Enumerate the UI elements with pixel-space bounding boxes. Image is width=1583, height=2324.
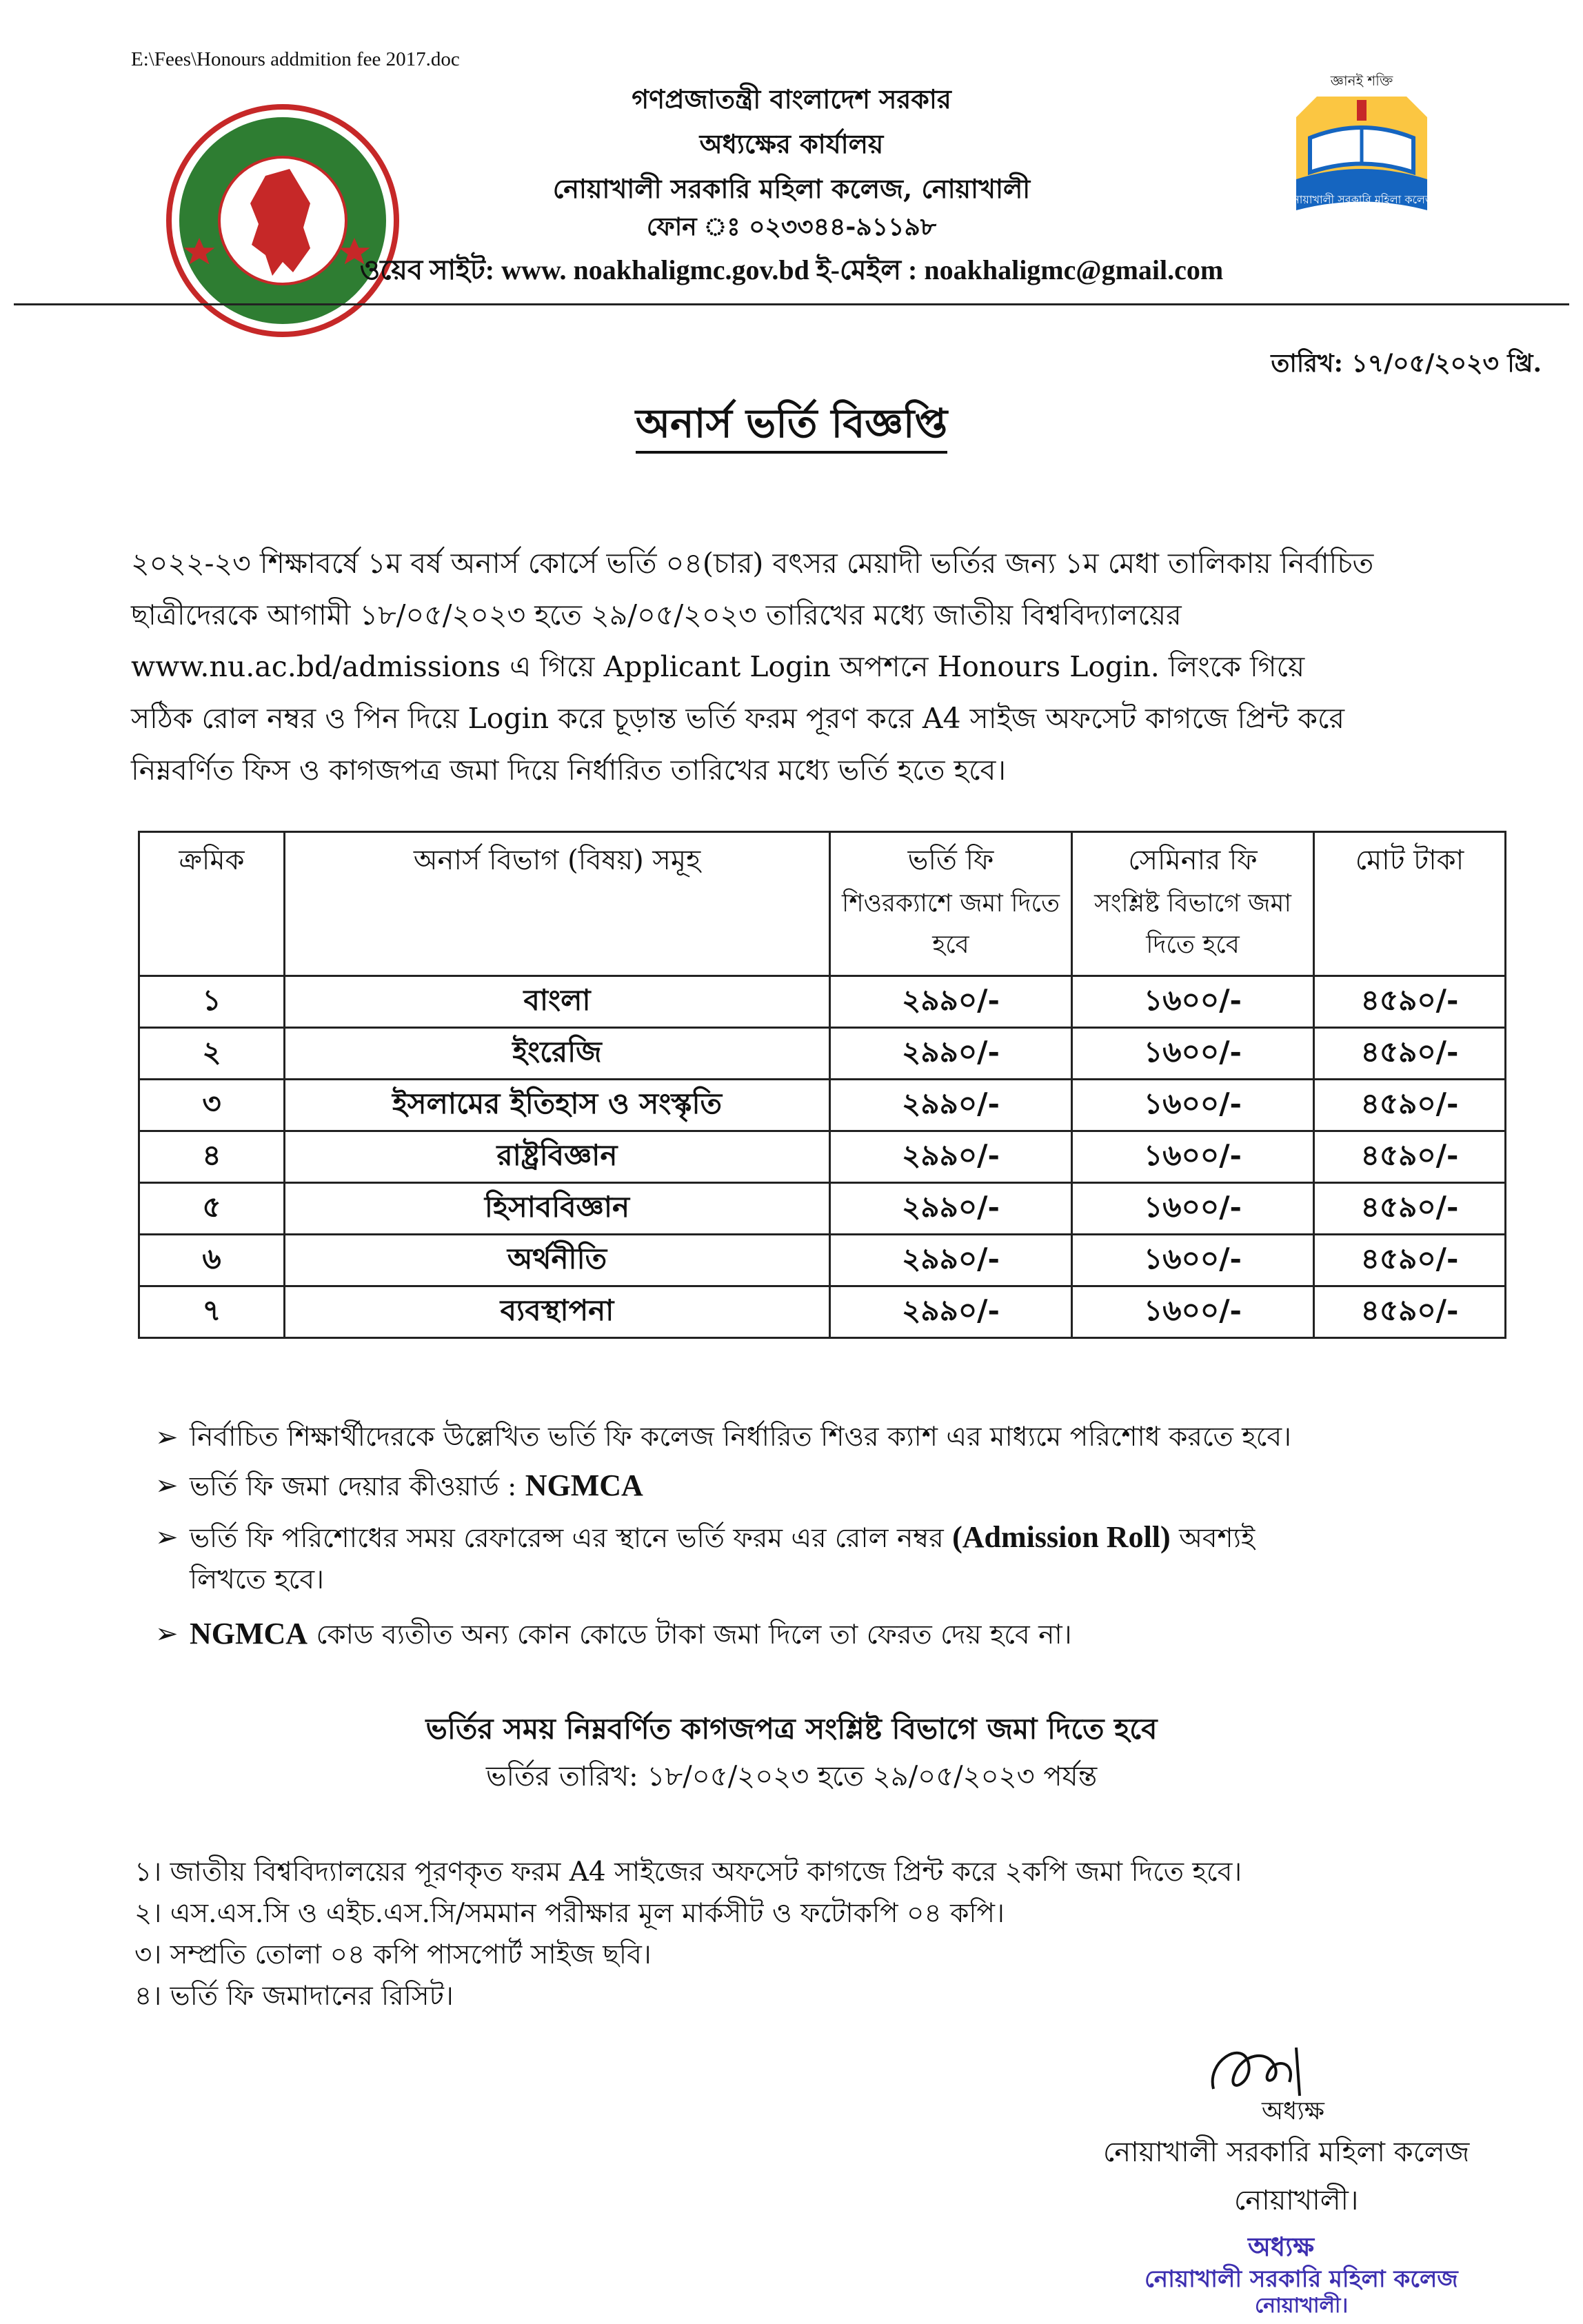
cell-total: ৪৫৯০/- — [1314, 1183, 1506, 1235]
header-office: অধ্যক্ষের কার্যালয় — [699, 128, 884, 159]
cell-seminar-fee: ১৬০০/- — [1072, 1286, 1314, 1338]
header-seminar-fee-label: সেমিনার ফি — [1128, 845, 1258, 876]
document-item: ৪। ভর্তি ফি জমাদানের রিসিট। — [134, 1981, 454, 2012]
notice-paragraph — [131, 538, 1509, 796]
paragraph-line: নিম্নবর্ণিত ফিস ও কাগজপত্র জমা দিয়ে নির্ধারিত তারিখের মধ্যে ভর্তি হতে হবে। — [131, 754, 1007, 787]
cell-department: রাষ্ট্রবিজ্ঞান — [285, 1131, 830, 1183]
table-row — [139, 1131, 1506, 1183]
arrow-bullet-icon: ➢ — [155, 1422, 179, 1453]
principal-place: নোয়াখালী। — [1234, 2185, 1359, 2216]
cell-seminar-fee: ১৬০০/- — [1072, 1183, 1314, 1235]
bullet-text: ভর্তি ফি পরিশোধের সময় রেফারেন্স এর স্থানে ভর্তি ফরম এর রোল নম্বর — [190, 1523, 953, 1554]
table-row — [139, 976, 1506, 1028]
cell-admission-fee: ২৯৯০/- — [830, 1183, 1072, 1235]
header-seminar-fee — [1072, 832, 1314, 976]
header-department: অনার্স বিভাগ (বিষয়) সমূহ — [285, 832, 830, 976]
table-header-row — [139, 832, 1506, 976]
header-phone: ফোন ঃ ০২৩৩৪৪-৯১১৯৮ — [646, 212, 937, 241]
paragraph-line: ২০২২-২৩ শিক্ষাবর্ষে ১ম বর্ষ অনার্স কোর্সে ভর্তি ০৪(চার) বৎসর মেয়াদী ভর্তির জন্য ১ম মেধা তালিকায় নির্বাচিত — [131, 547, 1374, 580]
header-government: গণপ্রজাতন্ত্রী বাংলাদেশ সরকার — [632, 83, 951, 114]
cell-department: বাংলা — [285, 976, 830, 1028]
cell-serial: ৩ — [139, 1080, 285, 1131]
bullet-item — [155, 1613, 1520, 1656]
document-item: ২। এস.এস.সি ও এইচ.এস.সি/সমমান পরীক্ষার মূল মার্কসীট ও ফটোকপি ০৪ কপি। — [134, 1898, 1005, 1929]
notice-title-text: অনার্স ভর্তি বিজ্ঞপ্তি — [636, 400, 947, 454]
bullet-item — [155, 1465, 1520, 1508]
cell-department: অর্থনীতি — [285, 1235, 830, 1286]
cell-serial: ১ — [139, 976, 285, 1028]
header-seminar-fee-note: সংশ্লিষ্ট বিভাগে জমা দিতে হবে — [1094, 889, 1291, 959]
admission-period: ভর্তির তারিখ: ১৮/০৫/২০২৩ হতে ২৯/০৫/২০২৩ পর্যন্ত — [485, 1761, 1098, 1792]
cell-total: ৪৫৯০/- — [1314, 1286, 1506, 1338]
documents-heading: ভর্তির সময় নিম্নবর্ণিত কাগজপত্র সংশ্লিষ্ট বিভাগে জমা দিতে হবে — [425, 1712, 1158, 1746]
header-contact: ওয়েব সাইট: www. noakhaligmc.gov.bd ই-মেইল : noakhaligmc@gmail.com — [359, 254, 1224, 285]
table-row — [139, 1028, 1506, 1080]
cell-total: ৪৫৯০/- — [1314, 976, 1506, 1028]
header-divider — [14, 303, 1569, 305]
paragraph-line: সঠিক রোল নম্বর ও পিন দিয়ে Login করে চূড়ান্ত ভর্তি ফরম পূরণ করে A4 সাইজ অফসেট কাগজে প্রিন্ট করে — [131, 702, 1344, 735]
cell-seminar-fee: ১৬০০/- — [1072, 1028, 1314, 1080]
cell-seminar-fee: ১৬০০/- — [1072, 1080, 1314, 1131]
table-row — [139, 1235, 1506, 1286]
document-item: ১। জাতীয় বিশ্ববিদ্যালয়ের পূরণকৃত ফরম A4 সাইজের অফসেট কাগজে প্রিন্ট করে ২কপি জমা দিতে হবে। — [134, 1857, 1242, 1888]
college-motto: জ্ঞানই শক্তি — [1330, 72, 1393, 89]
cell-department: ইংরেজি — [285, 1028, 830, 1080]
principal-college: নোয়াখালী সরকারি মহিলা কলেজ — [1103, 2136, 1470, 2168]
notice-title — [0, 393, 1583, 460]
table-row — [139, 1286, 1506, 1338]
cell-department: হিসাববিজ্ঞান — [285, 1183, 830, 1235]
stamp-place: নোয়াখালী। — [1255, 2294, 1349, 2318]
cell-admission-fee: ২৯৯০/- — [830, 1080, 1072, 1131]
stamp-title: অধ্যক্ষ — [1248, 2231, 1315, 2262]
arrow-bullet-icon: ➢ — [155, 1618, 179, 1650]
notice-date: তারিখ: ১৭/০৫/২০২৩ খ্রি. — [1271, 349, 1542, 378]
cell-admission-fee: ২৯৯০/- — [830, 1028, 1072, 1080]
table-row — [139, 1080, 1506, 1131]
bullet-text: লিখতে হবে। — [190, 1564, 324, 1595]
cell-department: ব্যবস্থাপনা — [285, 1286, 830, 1338]
bullet-item — [155, 1517, 1520, 1601]
arrow-bullet-icon: ➢ — [155, 1470, 179, 1502]
cell-admission-fee: ২৯৯০/- — [830, 1235, 1072, 1286]
cell-seminar-fee: ১৬০০/- — [1072, 1235, 1314, 1286]
cell-serial: ৭ — [139, 1286, 285, 1338]
bullet-keyword: NGMCA — [190, 1617, 308, 1650]
cell-total: ৪৫৯০/- — [1314, 1235, 1506, 1286]
header-admission-fee — [830, 832, 1072, 976]
bullet-text: কোড ব্যতীত অন্য কোন কোডে টাকা জমা দিলে তা ফেরত দেয় হবে না। — [307, 1619, 1072, 1650]
bullet-text: ভর্তি ফি জমা দেয়ার কীওয়ার্ড : — [190, 1471, 525, 1502]
college-logo-text: নোয়াখালী সরকারি মহিলা কলেজ — [1288, 193, 1435, 206]
table-row — [139, 1183, 1506, 1235]
bullet-text: নির্বাচিত শিক্ষার্থীদেরকে উল্লেখিত ভর্তি ফি কলেজ নির্ধারিত শিওর ক্যাশ এর মাধ্যমে পরিশোধ করতে হবে। — [190, 1422, 1291, 1453]
cell-serial: ৬ — [139, 1235, 285, 1286]
bullet-keyword: (Admission Roll) — [952, 1520, 1171, 1554]
cell-seminar-fee: ১৬০০/- — [1072, 976, 1314, 1028]
cell-total: ৪৫৯০/- — [1314, 1131, 1506, 1183]
header-admission-fee-note: শিওরক্যাশে জমা দিতে হবে — [842, 889, 1060, 959]
cell-serial: ৫ — [139, 1183, 285, 1235]
header-serial: ক্রমিক — [139, 832, 285, 976]
cell-admission-fee: ২৯৯০/- — [830, 1131, 1072, 1183]
bullet-text: অবশ্যই — [1170, 1523, 1256, 1554]
header-total: মোট টাকা — [1314, 832, 1506, 976]
cell-serial: ৪ — [139, 1131, 285, 1183]
header-admission-fee-label: ভর্তি ফি — [907, 845, 994, 876]
stamp-college: নোয়াখালী সরকারি মহিলা কলেজ — [1145, 2265, 1458, 2293]
file-path: E:\Fees\Honours addmition fee 2017.doc — [131, 48, 460, 70]
paragraph-line: ছাত্রীদেরকে আগামী ১৮/০৫/২০২৩ হতে ২৯/০৫/২০২৩ তারিখের মধ্যে জাতীয় বিশ্ববিদ্যালয়ের — [131, 598, 1182, 631]
cell-seminar-fee: ১৬০০/- — [1072, 1131, 1314, 1183]
paragraph-line: www.nu.ac.bd/admissions এ গিয়ে Applicant Login অপশনে Honours Login. লিংকে গিয়ে — [131, 650, 1305, 683]
cell-department: ইসলামের ইতিহাস ও সংস্কৃতি — [285, 1080, 830, 1131]
cell-admission-fee: ২৯৯০/- — [830, 1286, 1072, 1338]
header-college: নোয়াখালী সরকারি মহিলা কলেজ, নোয়াখালী — [552, 173, 1031, 204]
bullet-keyword: NGMCA — [525, 1468, 643, 1502]
bullet-item — [155, 1417, 1520, 1458]
principal-title: অধ্যক্ষ — [1262, 2097, 1324, 2125]
cell-total: ৪৫৯০/- — [1314, 1028, 1506, 1080]
document-item: ৩। সম্প্রতি তোলা ০৪ কপি পাসপোর্ট সাইজ ছবি। — [134, 1939, 652, 1970]
cell-serial: ২ — [139, 1028, 285, 1080]
arrow-bullet-icon: ➢ — [155, 1522, 179, 1553]
fee-table — [138, 831, 1506, 1339]
cell-total: ৪৫৯০/- — [1314, 1080, 1506, 1131]
cell-admission-fee: ২৯৯০/- — [830, 976, 1072, 1028]
